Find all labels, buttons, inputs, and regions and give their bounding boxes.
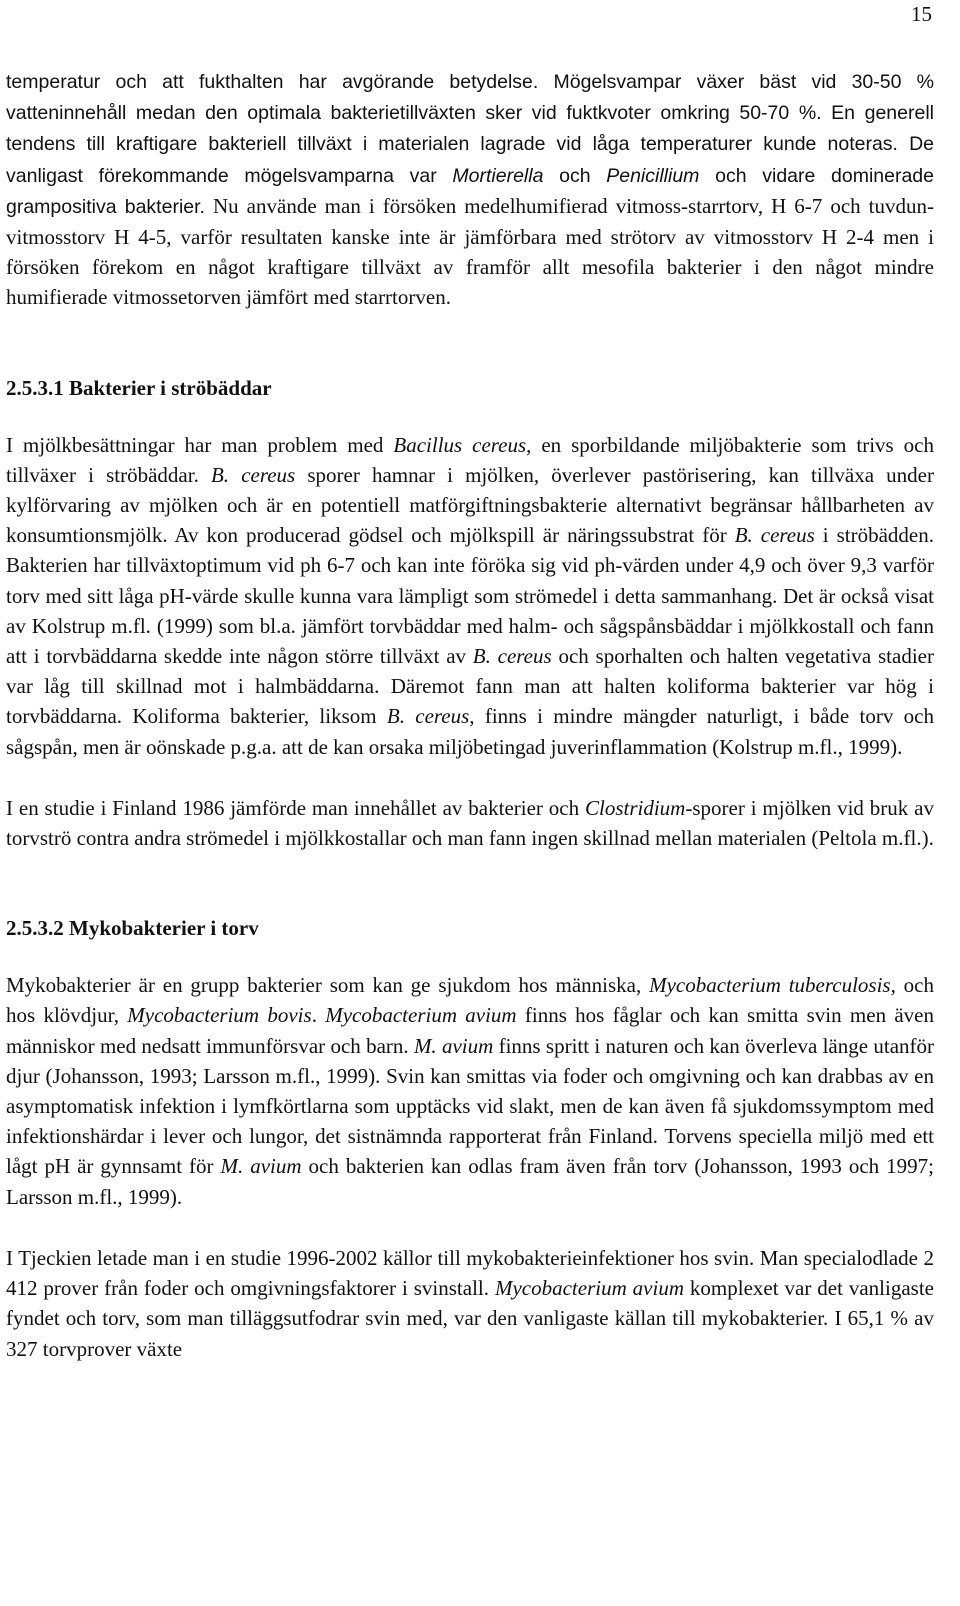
text-run: , och hos klövdjur, bbox=[6, 973, 934, 1028]
text-run: . bbox=[311, 1003, 326, 1028]
species-name: Bacillus cereus bbox=[393, 432, 527, 457]
species-name: Mortierella bbox=[452, 164, 544, 187]
text-run: Nu använde man i försöken medelhumifierad vitmoss-starrtorv, H 6-7 och tuvdun-vitmosstorv H 4-5, varför resultaten kanske inte är jämförbara med strötorv av vitmosstorv H 2-4 men i försöken förekom en något kraftigare tillväxt av framför allt mesofila bakterier i den något mindre humifierade vitmossetorven jämfört med starrtorven. bbox=[6, 193, 934, 310]
species-name: Clostridium bbox=[584, 795, 686, 820]
paragraph-mold-growth bbox=[6, 66, 934, 313]
paragraph-czech-study bbox=[6, 1243, 934, 1364]
text-run: finns spritt i naturen och kan överleva länge utanför djur (Johansson, 1993; Larsson m.fl., 1999). Svin kan smittas via foder och omgivning och kan drabbas av en asymptomatisk infektion i lymfkörtlarna som upptäcks vid slakt, men de kan även få sjukdomssymptom med infektionshärdar i lever och lungor, det sistnämnda rapporterat från Finland. Torvens speciella miljö med ett lågt pH är gynnsamt för bbox=[6, 1033, 934, 1179]
section-heading-2-5-3-2: 2.5.3.2 Mykobakterier i torv bbox=[6, 916, 259, 941]
text-run: temperatur och att fukthalten har avgörande betydelse. Mögelsvampar växer bäst vid 30-50 % vatteninnehåll medan den optimala bakterietillväxten sker vid fuktkvoter omkring 50-70 %. En generell tendens till kraftigare bakteriell tillväxt i materialen lagrade vid låga temperaturer kunde noteras. De vanligast förekommande mögelsvamparna var bbox=[6, 71, 934, 187]
text-run: , finns i mindre mängder naturligt, i både torv och sågspån, men är oönskade p.g.a. att de kan orsaka miljöbetingad juverinflammation (Kolstrup m.fl., 1999). bbox=[6, 704, 934, 759]
text-run: finns hos fåglar och kan smitta svin men även människor med nedsatt immunförsvar och barn. bbox=[6, 1003, 934, 1058]
species-name: M. avium bbox=[413, 1033, 494, 1058]
paragraph-mycobacteria bbox=[6, 970, 934, 1212]
text-run: Mykobakterier är en grupp bakterier som kan ge sjukdom hos människa, bbox=[6, 973, 650, 998]
text-run: , en sporbildande miljöbakterie som trivs och tillväxer i ströbäddar. bbox=[6, 432, 934, 487]
text-run: och bbox=[543, 164, 607, 187]
text-run: I en studie i Finland 1986 jämförde man innehållet av bakterier och bbox=[6, 795, 585, 820]
species-name: B. cereus bbox=[472, 644, 552, 669]
document-body bbox=[6, 66, 934, 1364]
text-run: och sporhalten och halten vegetativa stadier var låg till skillnad mot i halmbäddarna. Däremot fann man att halten koliforma bakterier var hög i torvbäddarna. Koliforma bakterier, liksom bbox=[6, 644, 934, 729]
paragraph-bacillus-cereus bbox=[6, 430, 934, 762]
species-name: M. avium bbox=[220, 1154, 302, 1179]
text-run: i ströbädden. Bakterien har tillväxtoptimum vid ph 6-7 och kan inte föröka sig vid ph-värden under 4,9 och över 9,3 varför torv med sitt låga pH-värde skulle kunna vara lämpligt som strömedel i detta sammanhang. Det är också visat av Kolstrup m.fl. (1999) som bl.a. jämfört torvbäddar med halm- och sågspånsbäddar i mjölkkostall och fann att i torvbäddarna skedde inte någon större tillväxt av bbox=[6, 523, 935, 669]
species-name: Mycobacterium avium bbox=[325, 1003, 517, 1028]
text-run: I mjölkbesättningar har man problem med bbox=[6, 432, 394, 457]
page-number: 15 bbox=[911, 2, 932, 26]
text-run: komplexet var det vanligaste fyndet och torv, som man tilläggsutfodrar svin med, var den vanligaste källan till mykobakterier. I 65,1 % av 327 torvprover växte bbox=[6, 1276, 934, 1361]
species-name: B. cereus bbox=[734, 523, 815, 548]
text-run: I Tjeckien letade man i en studie 1996-2002 källor till mykobakterieinfektioner hos svin. Man specialodlade 2 412 prover från foder och omgivningsfaktorer i svinstall. bbox=[6, 1245, 934, 1301]
text-run: och bakterien kan odlas fram även från torv (Johansson, 1993 och 1997; Larsson m.fl., 1999). bbox=[6, 1154, 934, 1209]
text-run: och vidare dominerade grampositiva bakterier. bbox=[6, 164, 935, 218]
paragraph-finland-study bbox=[6, 793, 934, 853]
species-name: Penicillium bbox=[606, 164, 700, 187]
text-run: -sporer i mjölken vid bruk av torvströ contra andra strömedel i mjölkkostallar och man fann ingen skillnad mellan materialen (Peltola m.fl.). bbox=[6, 795, 934, 851]
species-name: Mycobacterium tuberculosis bbox=[649, 973, 891, 998]
species-name: B. cereus bbox=[210, 462, 296, 487]
species-name: Mycobacterium bovis bbox=[127, 1003, 312, 1028]
species-name: Mycobacterium avium bbox=[494, 1276, 684, 1301]
text-run: sporer hamnar i mjölken, överlever pastörisering, kan tillväxa under kylförvaring av mjölken och är en potentiell matförgiftningsbakterie alternativt begränsar hållbarheten av konsumtionsmjölk. Av kon producerad gödsel och mjölkspill är näringssubstrat för bbox=[6, 462, 934, 548]
species-name: B. cereus bbox=[386, 704, 470, 729]
section-heading-2-5-3-1: 2.5.3.1 Bakterier i ströbäddar bbox=[6, 375, 272, 400]
